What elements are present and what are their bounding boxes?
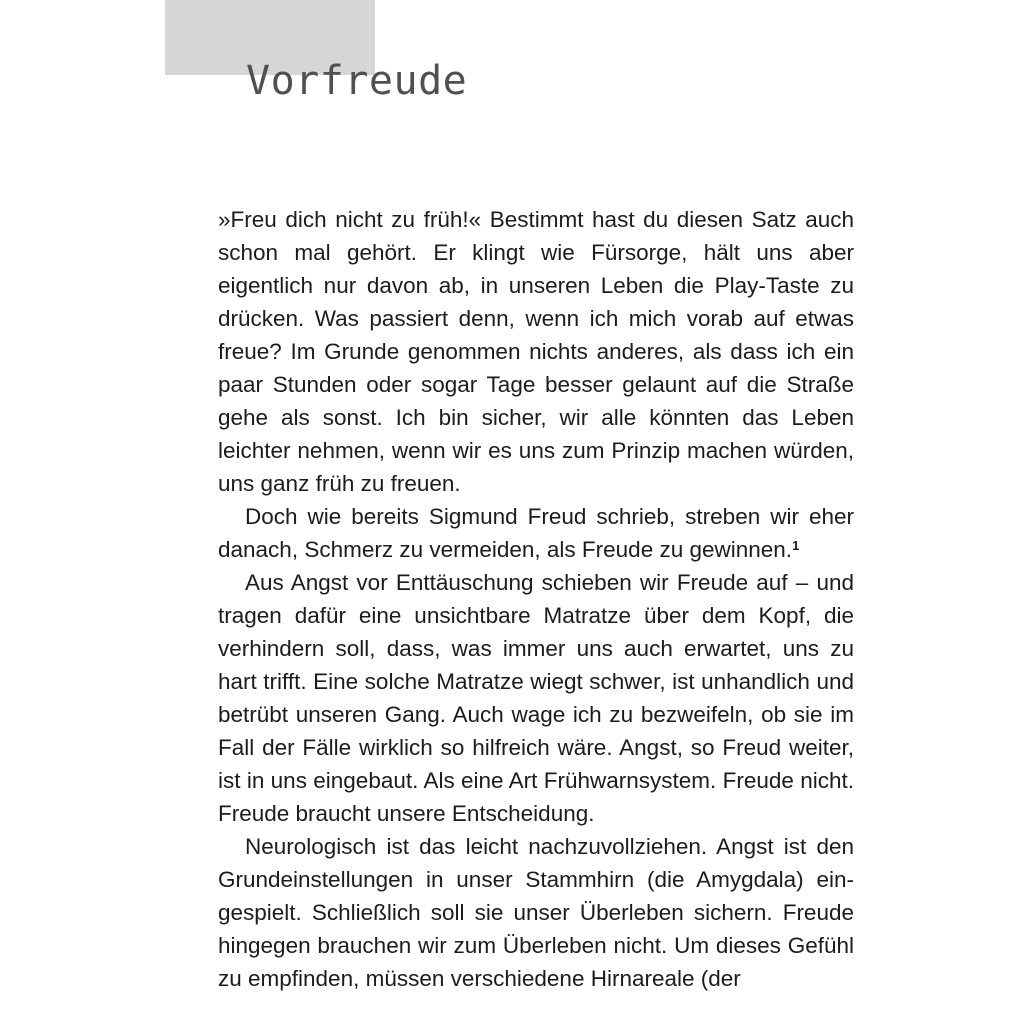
paragraph-2 <box>218 500 854 566</box>
chapter-title: Vorfreude <box>246 58 468 104</box>
paragraph-2-text: Doch wie bereits Sigmund Freud schrieb, streben wir eher danach, Schmerz zu vermeiden, als Freude zu gewinnen. <box>218 504 854 562</box>
paragraph-3 <box>218 566 854 830</box>
footnote-marker[interactable]: 1 <box>792 538 800 553</box>
chapter-body <box>218 203 854 995</box>
paragraph-1 <box>218 203 854 500</box>
paragraph-4 <box>218 830 854 995</box>
paragraph-3-text: Aus Angst vor Enttäuschung schieben wir Freude auf – und tragen dafür eine unsichtbare Matratze über dem Kopf, die verhindern soll, dass, was immer uns auch erwartet, uns zu hart trifft. Eine solche Matratze wiegt schwer, ist unhandlich und betrübt unseren Gang. Auch wage ich zu bezweifeln, ob sie im Fall der Fälle wirklich so hilfreich wäre. Angst, so Freud weiter, ist in uns eingebaut. Als eine Art Frühwarnsystem. Freude nicht. Freude braucht unsere Entscheidung. <box>218 570 854 826</box>
paragraph-1-text: »Freu dich nicht zu früh!« Bestimmt hast du diesen Satz auch schon mal gehört. Er klingt wie Fürsorge, hält uns aber eigentlich nur davon ab, in unseren Leben die Play-Taste zu drücken. Was passiert denn, wenn ich mich vorab auf etwas freue? Im Grunde genommen nichts anderes, als dass ich ein paar Stunden oder sogar Tage besser gelaunt auf die Straße gehe als sonst. Ich bin sicher, wir alle könnten das Leben leichter nehmen, wenn wir es uns zum Prinzip machen würden, uns ganz früh zu freuen. <box>218 207 854 496</box>
paragraph-4-text: Neurologisch ist das leicht nachzuvollziehen. Angst ist den Grundeinstellungen in unser Stammhirn (die Amygdala) eingespielt. Schließlich soll sie unser Überleben sichern. Freude hingegen brauchen wir zum Überleben nicht. Um dieses Gefühl zu empfinden, müssen verschiedene Hirnareale (der <box>218 834 854 991</box>
